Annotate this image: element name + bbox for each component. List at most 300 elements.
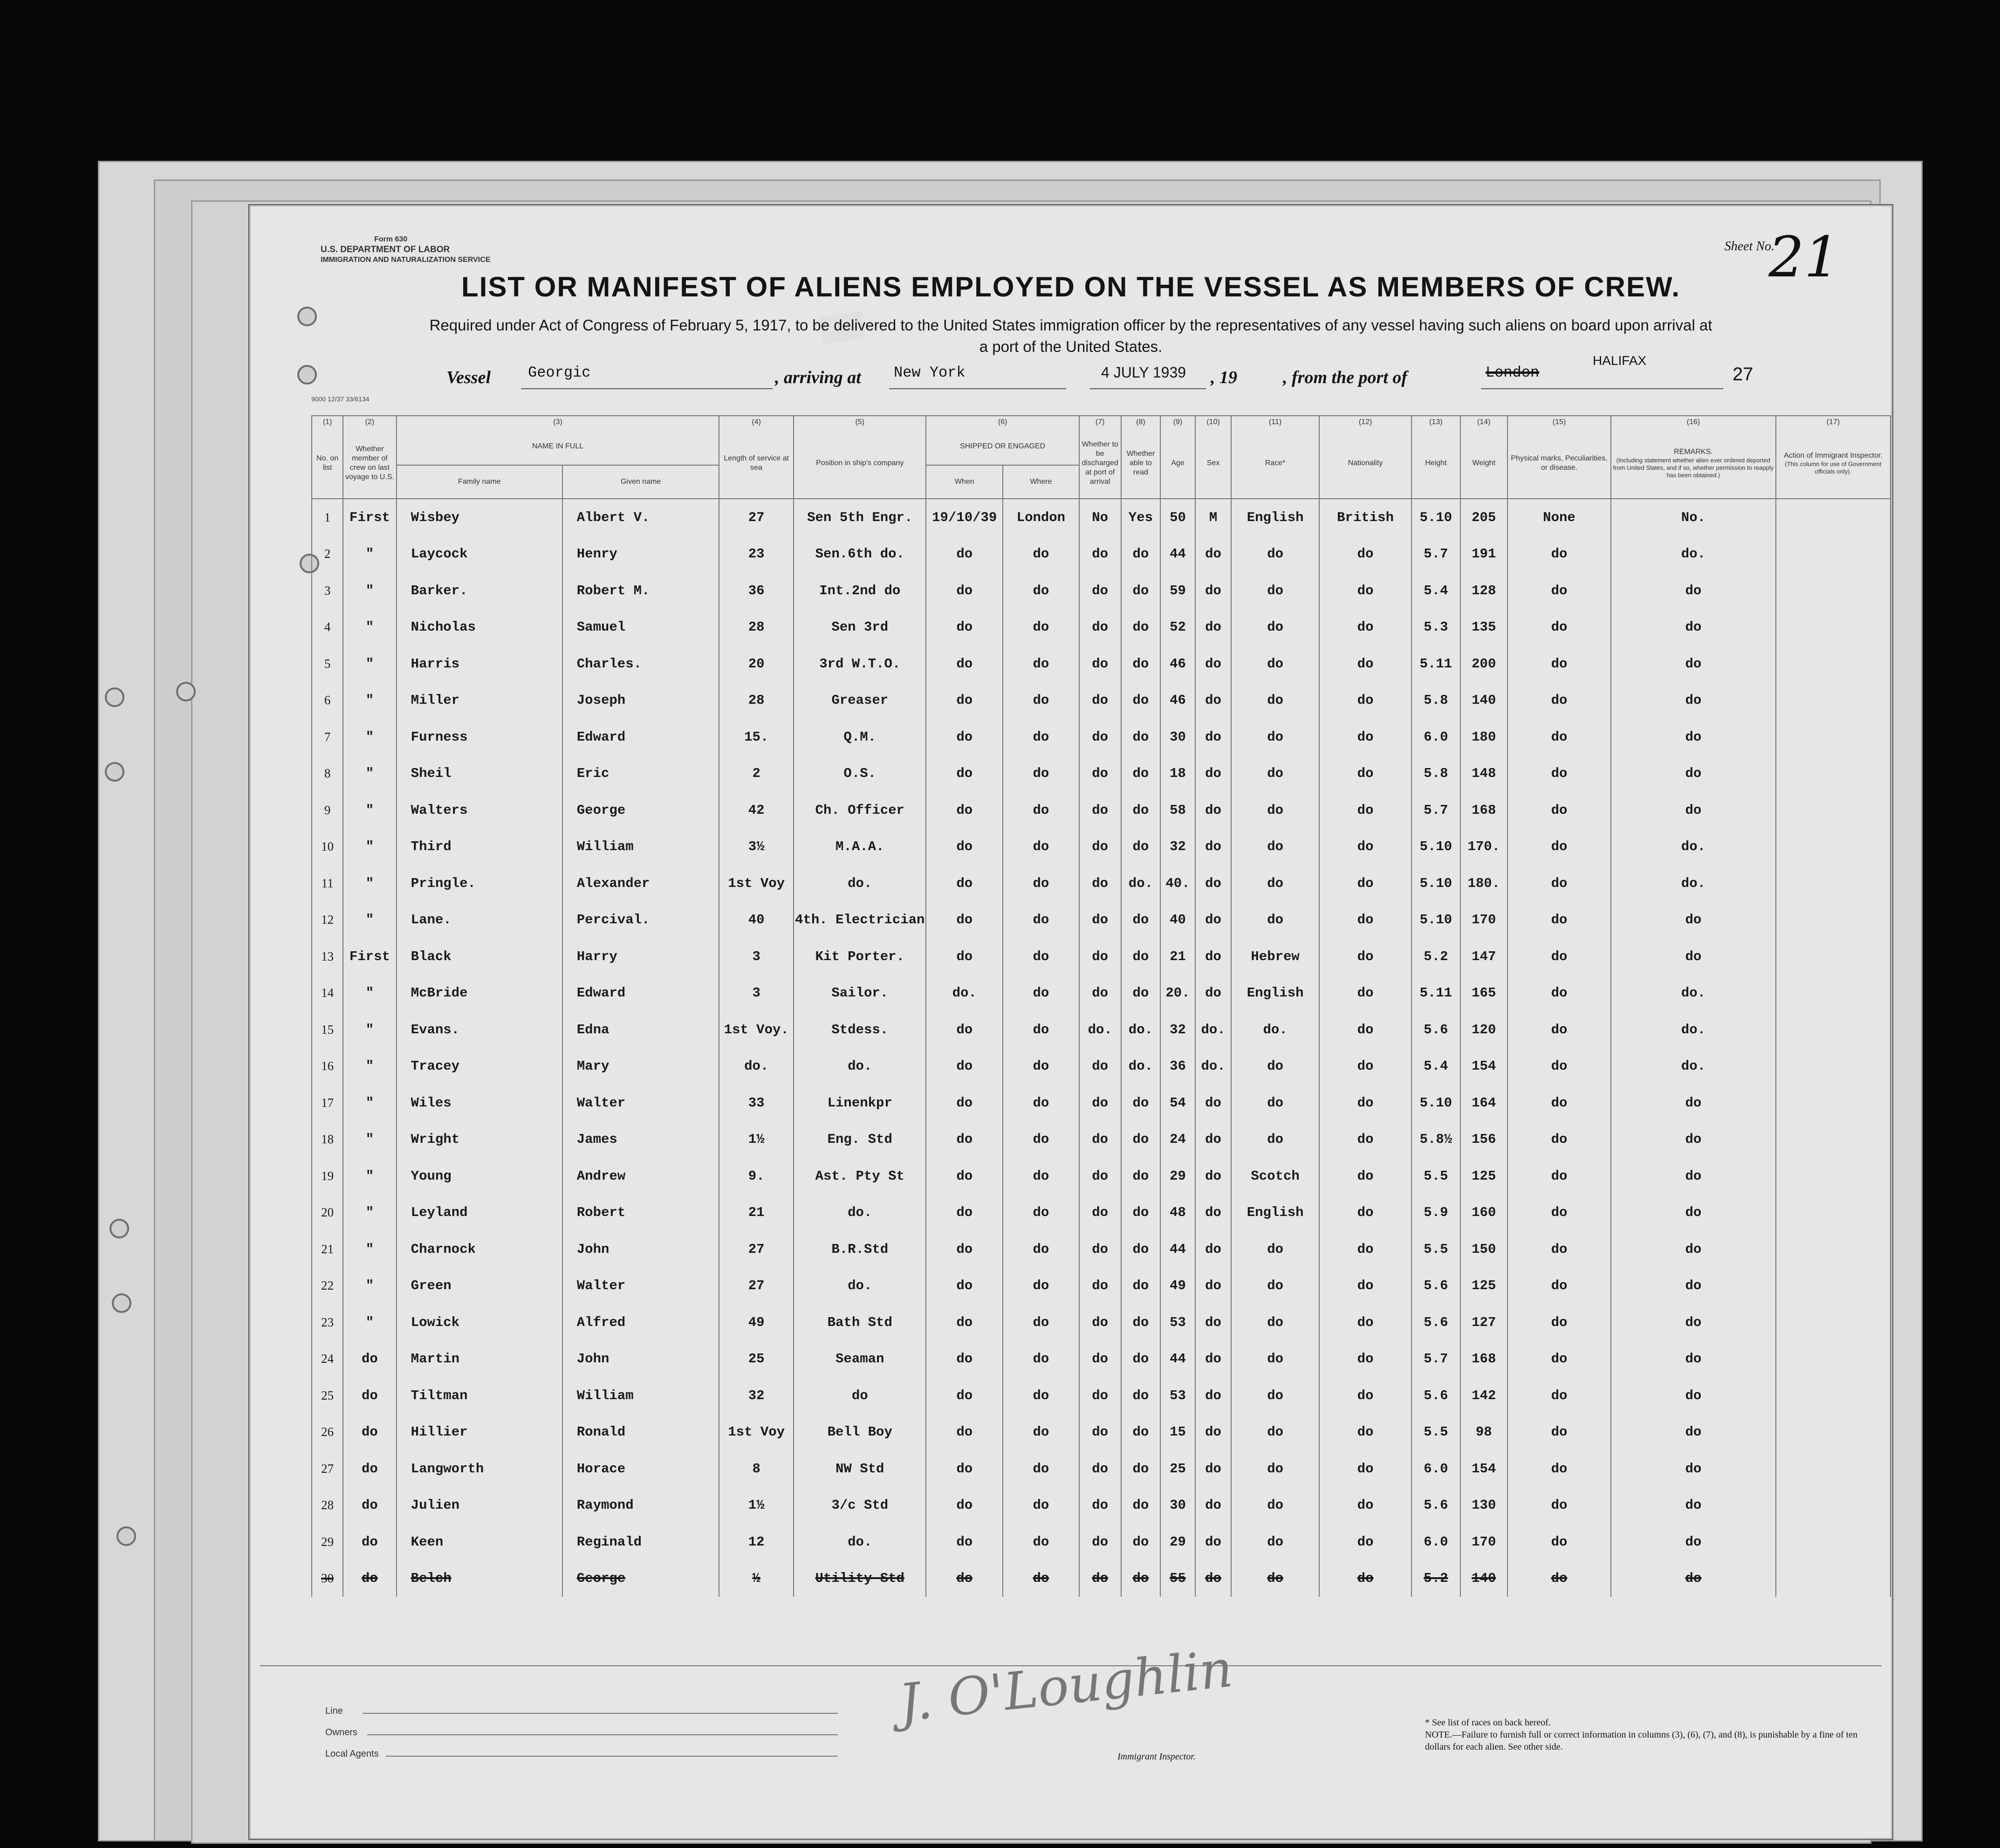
cell-last: ": [343, 572, 396, 609]
table-row: [312, 829, 1890, 866]
cell-sex: do: [1195, 1524, 1232, 1560]
cell-read: Yes: [1121, 499, 1161, 536]
col-num: (15): [1507, 416, 1611, 428]
cell-age: 32: [1160, 829, 1195, 866]
cell-marks: do: [1507, 682, 1611, 719]
cell-race: do: [1231, 1524, 1319, 1560]
cell-age: 21: [1160, 938, 1195, 975]
cell-weight: 170: [1460, 1524, 1507, 1560]
cell-when: do: [926, 1085, 1003, 1121]
cell-where: do: [1003, 572, 1079, 609]
cell-no: 28: [312, 1487, 343, 1524]
cell-sex: do: [1195, 1560, 1232, 1597]
cell-remarks: do: [1611, 1560, 1776, 1597]
cell-no: 17: [312, 1085, 343, 1121]
cell-position: Q.M.: [794, 719, 926, 756]
col-num: (6): [926, 416, 1079, 428]
cell-disch: do: [1079, 865, 1121, 902]
header-remarks: [1611, 428, 1776, 499]
cell-family: Tiltman: [397, 1377, 562, 1414]
cell-when: do: [926, 646, 1003, 682]
cell-inspector-action: [1776, 1011, 1890, 1048]
cell-given: Harry: [562, 938, 719, 975]
cell-service: 21: [719, 1195, 794, 1231]
table-row: [312, 1377, 1890, 1414]
cell-age: 52: [1160, 609, 1195, 646]
from-port-struck: London: [1486, 364, 1540, 381]
cell-sex: do.: [1195, 1048, 1232, 1085]
cell-sex: do: [1195, 1268, 1232, 1305]
table-row: [312, 1414, 1890, 1451]
table-row: [312, 499, 1890, 536]
cell-where: do: [1003, 1450, 1079, 1487]
cell-family: Young: [397, 1158, 562, 1195]
cell-height: 5.2: [1411, 1560, 1460, 1597]
cell-weight: 125: [1460, 1158, 1507, 1195]
cell-height: 5.10: [1411, 1085, 1460, 1121]
footer-field-line: [367, 1734, 838, 1735]
cell-marks: do: [1507, 1377, 1611, 1414]
table-row: [312, 1195, 1890, 1231]
cell-service: 3½: [719, 829, 794, 866]
cell-marks: do: [1507, 902, 1611, 939]
cell-height: 5.6: [1411, 1011, 1460, 1048]
cell-where: do: [1003, 865, 1079, 902]
cell-nat: do: [1319, 1268, 1411, 1305]
cell-height: 6.0: [1411, 1450, 1460, 1487]
cell-inspector-action: [1776, 1524, 1890, 1560]
race-note: * See list of races on back hereof.: [1425, 1717, 1551, 1728]
cell-height: 6.0: [1411, 1524, 1460, 1560]
cell-marks: do: [1507, 938, 1611, 975]
cell-read: do: [1121, 1195, 1161, 1231]
cell-when: do: [926, 902, 1003, 939]
cell-remarks: do: [1611, 682, 1776, 719]
cell-height: 5.10: [1411, 902, 1460, 939]
cell-last: First: [343, 938, 396, 975]
cell-age: 30: [1160, 1487, 1195, 1524]
cell-sex: do: [1195, 938, 1232, 975]
cell-disch: do: [1079, 938, 1121, 975]
cell-marks: do: [1507, 1487, 1611, 1524]
col-num: (1): [312, 416, 343, 428]
cell-weight: 180: [1460, 719, 1507, 756]
cell-read: do: [1121, 1560, 1161, 1597]
cell-remarks: do.: [1611, 536, 1776, 573]
cell-inspector-action: [1776, 1377, 1890, 1414]
cell-weight: 127: [1460, 1304, 1507, 1341]
cell-disch: do.: [1079, 1011, 1121, 1048]
cell-inspector-action: [1776, 1085, 1890, 1121]
cell-nat: do: [1319, 975, 1411, 1012]
cell-age: 54: [1160, 1085, 1195, 1121]
col-num: (3): [397, 416, 719, 428]
cell-service: 1½: [719, 1121, 794, 1158]
cell-service: 28: [719, 609, 794, 646]
binder-hole: [105, 762, 124, 782]
cell-marks: do: [1507, 1524, 1611, 1560]
cell-sex: do: [1195, 682, 1232, 719]
cell-position: Ast. Pty St: [794, 1158, 926, 1195]
cell-inspector-action: [1776, 1195, 1890, 1231]
arriving-label: , arriving at: [775, 368, 861, 387]
cell-where: do: [1003, 1524, 1079, 1560]
cell-nat: do: [1319, 902, 1411, 939]
cell-service: 12: [719, 1524, 794, 1560]
table-row: [312, 1231, 1890, 1268]
cell-race: do: [1231, 1450, 1319, 1487]
cell-nat: do: [1319, 1085, 1411, 1121]
cell-when: do: [926, 1560, 1003, 1597]
cell-when: do: [926, 1011, 1003, 1048]
cell-given: Alexander: [562, 865, 719, 902]
cell-service: do.: [719, 1048, 794, 1085]
cell-race: English: [1231, 499, 1319, 536]
cell-race: Hebrew: [1231, 938, 1319, 975]
cell-remarks: do: [1611, 1414, 1776, 1451]
cell-given: Raymond: [562, 1487, 719, 1524]
cell-age: 36: [1160, 1048, 1195, 1085]
cell-inspector-action: [1776, 719, 1890, 756]
cell-nat: do: [1319, 719, 1411, 756]
cell-height: 5.7: [1411, 1341, 1460, 1378]
cell-nat: do: [1319, 1341, 1411, 1378]
cell-nat: do: [1319, 1414, 1411, 1451]
cell-no: 4: [312, 609, 343, 646]
cell-disch: do: [1079, 1268, 1121, 1305]
cell-family: Barker.: [397, 572, 562, 609]
cell-race: do.: [1231, 1011, 1319, 1048]
footer-field-line: [363, 1713, 838, 1714]
cell-when: do: [926, 938, 1003, 975]
header-last-voyage: Whether member of crew on last voyage to U.S.: [343, 428, 396, 499]
print-code: 9000 12/37 33/6134: [311, 395, 370, 403]
cell-disch: do: [1079, 1048, 1121, 1085]
cell-sex: do: [1195, 1414, 1232, 1451]
header-nationality: Nationality: [1319, 428, 1411, 499]
cell-inspector-action: [1776, 1414, 1890, 1451]
header-no-on-list: No. on list: [312, 428, 343, 499]
cell-service: 27: [719, 499, 794, 536]
cell-where: do: [1003, 646, 1079, 682]
cell-nat: do: [1319, 609, 1411, 646]
cell-when: do: [926, 829, 1003, 866]
cell-read: do.: [1121, 865, 1161, 902]
header-length-of-service: Length of service at sea: [719, 428, 794, 499]
cell-family: Harris: [397, 646, 562, 682]
cell-position: do.: [794, 1048, 926, 1085]
cell-last: First: [343, 499, 396, 536]
cell-inspector-action: [1776, 499, 1890, 536]
cell-weight: 125: [1460, 1268, 1507, 1305]
cell-height: 5.5: [1411, 1414, 1460, 1451]
cell-position: do.: [794, 865, 926, 902]
cell-marks: do: [1507, 1158, 1611, 1195]
cell-race: do: [1231, 572, 1319, 609]
cell-where: do: [1003, 1304, 1079, 1341]
cell-position: 3/c Std: [794, 1487, 926, 1524]
table-row: [312, 536, 1890, 573]
cell-where: do: [1003, 938, 1079, 975]
cell-age: 29: [1160, 1524, 1195, 1560]
cell-race: do: [1231, 1414, 1319, 1451]
cell-read: do: [1121, 756, 1161, 792]
cell-given: Robert: [562, 1195, 719, 1231]
cell-nat: do: [1319, 829, 1411, 866]
crew-table: [311, 415, 1891, 1597]
cell-race: do: [1231, 1377, 1319, 1414]
cell-family: Miller: [397, 682, 562, 719]
cell-service: 1st Voy.: [719, 1011, 794, 1048]
cell-nat: do: [1319, 1450, 1411, 1487]
cell-last: do: [343, 1487, 396, 1524]
cell-given: John: [562, 1231, 719, 1268]
table-row: [312, 1560, 1890, 1597]
cell-sex: do: [1195, 1195, 1232, 1231]
cell-marks: do: [1507, 609, 1611, 646]
cell-family: Hillier: [397, 1414, 562, 1451]
cell-disch: do: [1079, 1487, 1121, 1524]
cell-race: do: [1231, 609, 1319, 646]
cell-inspector-action: [1776, 975, 1890, 1012]
cell-where: do: [1003, 682, 1079, 719]
cell-height: 5.6: [1411, 1487, 1460, 1524]
cell-marks: do: [1507, 719, 1611, 756]
cell-sex: do: [1195, 792, 1232, 829]
cell-height: 5.4: [1411, 572, 1460, 609]
cell-nat: do: [1319, 536, 1411, 573]
cell-family: Black: [397, 938, 562, 975]
cell-where: do: [1003, 1048, 1079, 1085]
table-row: [312, 1341, 1890, 1378]
cell-position: do.: [794, 1195, 926, 1231]
cell-weight: 150: [1460, 1231, 1507, 1268]
arrival-port: New York: [894, 364, 966, 381]
cell-disch: do: [1079, 682, 1121, 719]
cell-age: 53: [1160, 1304, 1195, 1341]
cell-position: Linenkpr: [794, 1085, 926, 1121]
cell-family: Third: [397, 829, 562, 866]
cell-where: London: [1003, 499, 1079, 536]
cell-family: Leyland: [397, 1195, 562, 1231]
cell-where: do: [1003, 1231, 1079, 1268]
cell-given: Charles.: [562, 646, 719, 682]
col-num: (5): [794, 416, 926, 428]
cell-position: Sen.6th do.: [794, 536, 926, 573]
header-shipped-engaged: SHIPPED OR ENGAGED: [926, 428, 1079, 465]
cell-marks: do: [1507, 1048, 1611, 1085]
cell-remarks: do.: [1611, 1048, 1776, 1085]
col-num: (9): [1160, 416, 1195, 428]
cell-where: do: [1003, 1487, 1079, 1524]
cell-service: 3: [719, 938, 794, 975]
cell-when: do: [926, 1377, 1003, 1414]
cell-position: O.S.: [794, 756, 926, 792]
cell-where: do: [1003, 719, 1079, 756]
cell-race: do: [1231, 682, 1319, 719]
header-position: Position in ship's company: [794, 428, 926, 499]
cell-age: 15: [1160, 1414, 1195, 1451]
cell-where: do: [1003, 1011, 1079, 1048]
cell-race: do: [1231, 829, 1319, 866]
cell-family: Martin: [397, 1341, 562, 1378]
footer-note: [1425, 1717, 1872, 1753]
cell-family: Wiles: [397, 1085, 562, 1121]
cell-service: ½: [719, 1560, 794, 1597]
form-number: Form 630: [374, 235, 408, 243]
cell-remarks: do: [1611, 1085, 1776, 1121]
table-row: [312, 975, 1890, 1012]
cell-inspector-action: [1776, 682, 1890, 719]
cell-no: 30: [312, 1560, 343, 1597]
cell-given: Walter: [562, 1085, 719, 1121]
cell-marks: do: [1507, 1414, 1611, 1451]
cell-position: Bath Std: [794, 1304, 926, 1341]
cell-read: do: [1121, 1085, 1161, 1121]
cell-weight: 154: [1460, 1450, 1507, 1487]
header-age: Age: [1160, 428, 1195, 499]
cell-height: 5.6: [1411, 1304, 1460, 1341]
cell-sex: do: [1195, 719, 1232, 756]
cell-where: do: [1003, 792, 1079, 829]
cell-family: Tracey: [397, 1048, 562, 1085]
cell-last: ": [343, 1048, 396, 1085]
cell-inspector-action: [1776, 756, 1890, 792]
cell-remarks: do: [1611, 1158, 1776, 1195]
table-row: [312, 865, 1890, 902]
cell-service: 36: [719, 572, 794, 609]
cell-nat: do: [1319, 938, 1411, 975]
cell-last: ": [343, 719, 396, 756]
cell-marks: None: [1507, 499, 1611, 536]
cell-height: 5.4: [1411, 1048, 1460, 1085]
cell-no: 26: [312, 1414, 343, 1451]
cell-nat: do: [1319, 1158, 1411, 1195]
cell-disch: do: [1079, 609, 1121, 646]
cell-last: ": [343, 829, 396, 866]
cell-marks: do: [1507, 1121, 1611, 1158]
cell-given: Albert V.: [562, 499, 719, 536]
header-able-to-read: Whether able to read: [1121, 428, 1161, 499]
cell-race: do: [1231, 1085, 1319, 1121]
cell-position: Greaser: [794, 682, 926, 719]
cell-service: 28: [719, 682, 794, 719]
cell-given: Percival.: [562, 902, 719, 939]
cell-disch: No: [1079, 499, 1121, 536]
cell-service: 20: [719, 646, 794, 682]
cell-weight: 142: [1460, 1377, 1507, 1414]
cell-family: Keen: [397, 1524, 562, 1560]
cell-no: 8: [312, 756, 343, 792]
cell-height: 5.6: [1411, 1268, 1460, 1305]
manifest-page: [249, 205, 1892, 1839]
cell-inspector-action: [1776, 646, 1890, 682]
vessel-line: [446, 367, 491, 388]
cell-last: ": [343, 1195, 396, 1231]
cell-last: ": [343, 609, 396, 646]
cell-remarks: do: [1611, 1487, 1776, 1524]
cell-service: 33: [719, 1085, 794, 1121]
cell-marks: do: [1507, 572, 1611, 609]
cell-no: 10: [312, 829, 343, 866]
cell-disch: do: [1079, 902, 1121, 939]
cell-disch: do: [1079, 536, 1121, 573]
cell-position: Kit Porter.: [794, 938, 926, 975]
cell-no: 22: [312, 1268, 343, 1305]
table-row: [312, 1268, 1890, 1305]
cell-inspector-action: [1776, 1121, 1890, 1158]
cell-no: 14: [312, 975, 343, 1012]
cell-remarks: do: [1611, 792, 1776, 829]
cell-where: do: [1003, 1158, 1079, 1195]
cell-sex: do: [1195, 609, 1232, 646]
table-row: [312, 1524, 1890, 1560]
cell-given: Edna: [562, 1011, 719, 1048]
cell-sex: M: [1195, 499, 1232, 536]
cell-marks: do: [1507, 1195, 1611, 1231]
cell-inspector-action: [1776, 792, 1890, 829]
cell-remarks: do: [1611, 1377, 1776, 1414]
manifest-title: LIST OR MANIFEST OF ALIENS EMPLOYED ON THE VESSEL AS MEMBERS OF CREW.: [461, 271, 1680, 302]
cell-when: do: [926, 1121, 1003, 1158]
local-agents-label: Local Agents: [325, 1749, 379, 1759]
cell-weight: 200: [1460, 646, 1507, 682]
cell-disch: do: [1079, 756, 1121, 792]
cell-given: George: [562, 1560, 719, 1597]
cell-when: do: [926, 1158, 1003, 1195]
cell-nat: do: [1319, 792, 1411, 829]
binder-hole: [110, 1219, 129, 1238]
col-num: (11): [1231, 416, 1319, 428]
cell-race: do: [1231, 1231, 1319, 1268]
cell-age: 49: [1160, 1268, 1195, 1305]
cell-position: Sen 3rd: [794, 609, 926, 646]
cell-sex: do: [1195, 902, 1232, 939]
cell-given: Alfred: [562, 1304, 719, 1341]
cell-disch: do: [1079, 1158, 1121, 1195]
cell-race: do: [1231, 1121, 1319, 1158]
from-port: HALIFAX: [1593, 353, 1647, 368]
cell-remarks: do: [1611, 646, 1776, 682]
table-row: [312, 938, 1890, 975]
cell-when: do: [926, 1231, 1003, 1268]
cell-race: do: [1231, 1487, 1319, 1524]
cell-nat: do: [1319, 1231, 1411, 1268]
cell-sex: do: [1195, 1377, 1232, 1414]
cell-where: do: [1003, 536, 1079, 573]
cell-age: 30: [1160, 719, 1195, 756]
cell-where: do: [1003, 1195, 1079, 1231]
cell-marks: do: [1507, 1450, 1611, 1487]
cell-position: do.: [794, 1524, 926, 1560]
sheet-number: 21: [1768, 225, 1840, 290]
cell-given: Samuel: [562, 609, 719, 646]
vessel-name: Georgic: [528, 364, 591, 381]
cell-when: do: [926, 1524, 1003, 1560]
header-inspector-note: (This column for use of Government officials only).: [1785, 460, 1882, 475]
cell-last: ": [343, 975, 396, 1012]
cell-when: do: [926, 1414, 1003, 1451]
cell-last: ": [343, 756, 396, 792]
cell-last: ": [343, 1011, 396, 1048]
cell-sex: do: [1195, 536, 1232, 573]
header-height: Height: [1411, 428, 1460, 499]
cell-disch: do: [1079, 1560, 1121, 1597]
sheet-label: Sheet No.: [1724, 239, 1774, 254]
cell-remarks: do: [1611, 756, 1776, 792]
cell-when: do.: [926, 975, 1003, 1012]
cell-family: Pringle.: [397, 865, 562, 902]
